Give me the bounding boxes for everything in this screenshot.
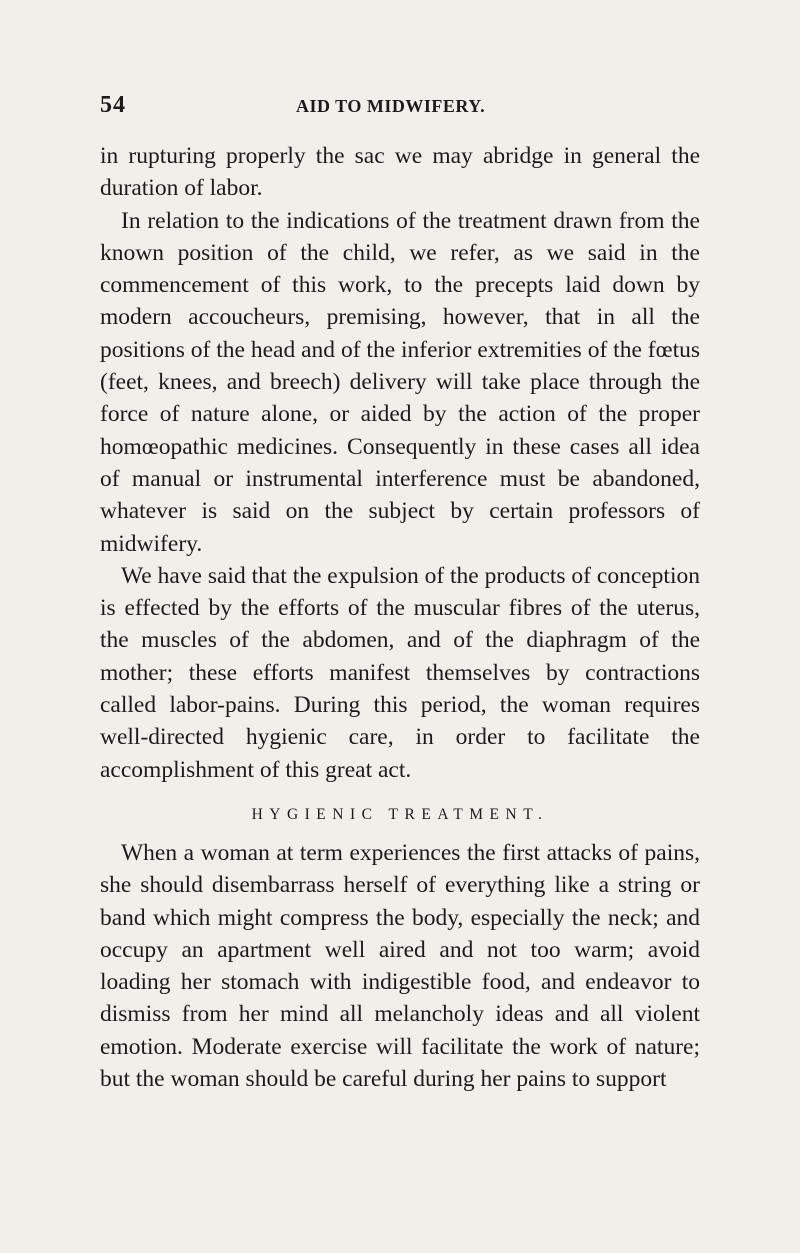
- page-header: [100, 92, 700, 122]
- paragraph: In relation to the indications of the treatment drawn from the known position of the child, we refer, as we said in the commencement of this work, to the precepts laid down by modern accoucheurs, premising, however, that in all the positions of the head and of the inferior extremities of the fœtus (feet, knees, and breech) delivery will take place through the force of nature alone, or aided by the action of the proper homœopathic medicines. Consequently in these cases all idea of manual or instrumental interference must be abandoned, whatever is said on the subject by certain professors of midwifery.: [100, 207, 700, 557]
- paragraph-continuation: in rupturing properly the sac we may abridge in general the duration of labor.: [100, 143, 700, 202]
- paragraph: When a woman at term experiences the first attacks of pains, she should disembarrass herself of everything like a string or band which might compress the body, especially the neck; and occupy an apartment well aired and not too warm; avoid loading her stomach with indigestible food, and endeavor to dismiss from her mind all melancholy ideas and all violent emotion. Moderate exercise will facilitate the work of nature; but the woman should be careful during her pains to support: [100, 839, 700, 1093]
- page-number: 54: [100, 92, 126, 118]
- section-heading: HYGIENIC TREATMENT.: [251, 805, 549, 823]
- body-text: [100, 140, 700, 1095]
- running-title: AID TO MIDWIFERY.: [296, 96, 486, 116]
- paragraph: We have said that the expulsion of the products of conception is effected by the efforts of the muscular fibres of the uterus, the muscles of the abdomen, and of the diaphragm of the mother; these efforts manifest themselves by contractions called labor-pains. During this period, the woman requires well-directed hygienic care, in order to facilitate the accomplishment of this great act.: [100, 562, 700, 783]
